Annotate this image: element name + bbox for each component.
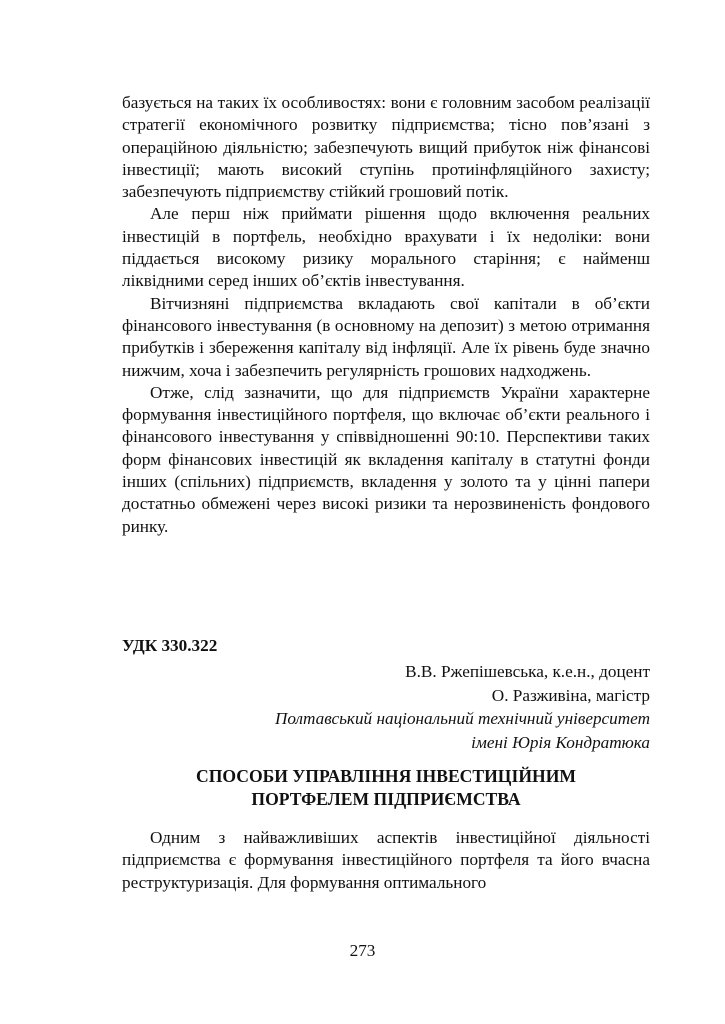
paragraph-1: базується на таких їх особливостях: вони є головним засобом реалізації стратегії економічного розвитку підприємства; тісно пов’язані з операційною діяльністю; забезпечують вищий прибуток ніж фінансові інвестиції; мають високий ступінь протиінфляційного захисту; забезпечують підприємству стійкий грошовий потік.	[122, 93, 650, 202]
paragraph-4: Отже, слід зазначити, що для підприємств України характерне формування інвестиційного портфеля, що включає об’єкти реального і фінансового інвестування у співвідношенні 90:10. Перспективи таких форм фінансових інвестицій як вкладення капіталу в статутні фонди інших (спільних) підприємств, вкладення у золото та у цінні папери достатньо обмежені через високі ризики та нерозвиненість фондового ринку.	[122, 382, 650, 536]
paragraph-3: Вітчизняні підприємства вкладають свої капітали в об’єкти фінансового інвестування (в основному на депозит) з метою отримання прибутків і збереження капіталу від інфляції. Але їх рівень буде значно нижчим, хоча і забезпечить регулярність грошових надходжень.	[122, 293, 650, 380]
article-intro-paragraph: Одним з найважливіших аспектів інвестиційної діяльності підприємства є формування інвестиційного портфеля та його вчасна реструктуризація. Для формування оптимального	[122, 828, 650, 892]
article-title	[122, 765, 650, 810]
affiliation-line-1: Полтавський національний технічний університет	[274, 709, 650, 728]
page-number: 273	[349, 941, 376, 960]
author-2: О. Разживіна, магістр	[491, 685, 650, 705]
article-title-line-1: СПОСОБИ УПРАВЛІННЯ ІНВЕСТИЦІЙНИМ	[195, 766, 576, 786]
udk-code: УДК 330.322	[122, 636, 218, 655]
paragraph-2: Але перш ніж приймати рішення щодо включення реальних інвестицій в портфель, необхідно врахувати і їх недоліки: вони піддається високому ризику морального старіння; є найменш ліквідними серед інших об’єктів інвестування.	[122, 204, 650, 291]
article-title-line-2: ПОРТФЕЛЕМ ПІДПРИЄМСТВА	[251, 788, 521, 809]
body-text	[122, 92, 650, 538]
author-block	[275, 660, 650, 754]
affiliation-line-2: імені Юрія Кондратюка	[471, 732, 650, 752]
article-body	[122, 827, 650, 894]
author-1: В.В. Ржепішевська, к.е.н., доцент	[405, 662, 650, 681]
